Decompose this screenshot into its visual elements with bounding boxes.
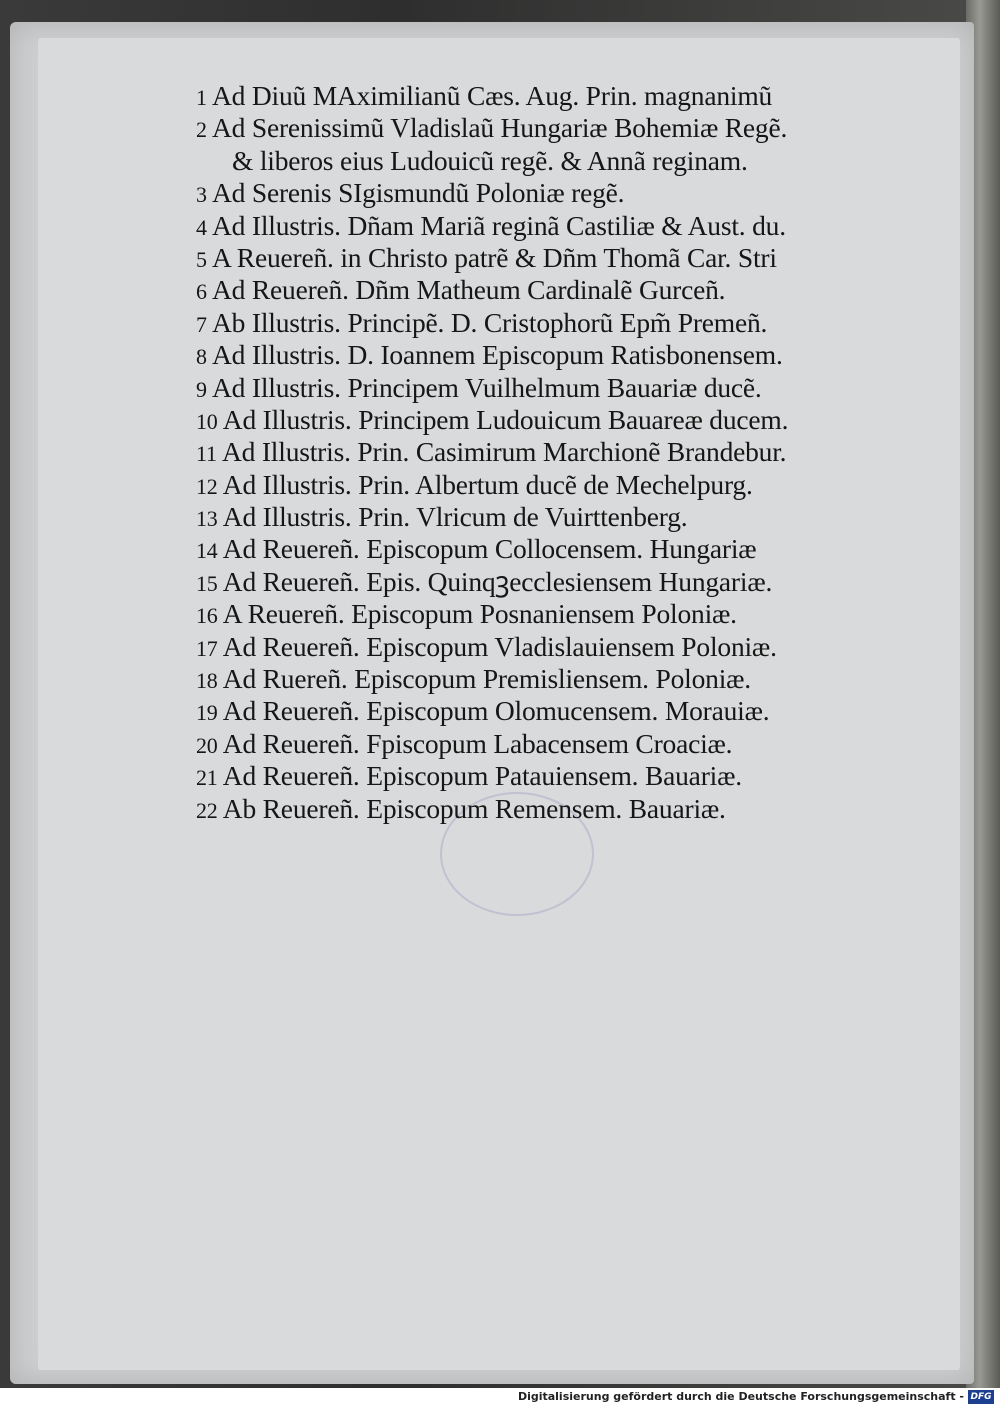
item-text: Ad Reuereñ. Episcopum Collocensem. Hungariæ	[222, 533, 757, 565]
item-text: Ad Reuereñ. Dñm Matheum Cardinalẽ Gurceñ.	[211, 274, 726, 306]
list-item	[196, 469, 896, 501]
item-text: Ad Diuũ MAximilianũ Cæs. Aug. Prin. magnanimũ	[211, 80, 773, 111]
item-number: 6	[196, 279, 207, 305]
list-item	[196, 436, 896, 468]
item-number: 4	[196, 214, 207, 240]
list-item	[196, 177, 896, 209]
item-number: 7	[196, 311, 207, 337]
list-item	[196, 80, 896, 112]
list-item	[196, 404, 896, 436]
list-item	[196, 372, 896, 404]
list-item	[196, 598, 896, 630]
item-number: 22	[196, 797, 218, 823]
funding-footer	[0, 1388, 1000, 1407]
list-item	[196, 533, 896, 565]
item-text: Ad Serenis SIgismundũ Poloniæ regẽ.	[211, 177, 625, 209]
list-item	[196, 793, 896, 825]
item-text: Ad Reuereñ. Fpiscopum Labacensem Croaciæ.	[222, 727, 733, 759]
funding-text: Digitalisierung gefördert durch die Deutsche Forschungsgemeinschaft -	[517, 1390, 964, 1403]
item-text: A Reuereñ. Episcopum Posnaniensem Poloniæ.	[222, 598, 737, 630]
list-item	[196, 274, 896, 306]
item-text: Ad Ruereñ. Episcopum Premisliensem. Poloniæ.	[222, 663, 751, 695]
list-item	[196, 566, 896, 598]
item-text: Ab Reuereñ. Episcopum Remensem. Bauariæ.	[222, 792, 726, 824]
list-item-continuation	[196, 145, 896, 177]
list-item	[196, 112, 896, 144]
list-item	[196, 728, 896, 760]
item-number: 9	[196, 376, 207, 402]
item-number: 5	[196, 246, 207, 272]
item-text: Ad Reuereñ. Epis. Quinqꝫecclesiensem Hungariæ.	[222, 565, 773, 597]
item-number: 15	[196, 570, 218, 596]
item-number: 21	[196, 765, 218, 791]
item-text: Ad Serenissimũ Vladislaũ Hungariæ Bohemiæ Regẽ.	[211, 112, 788, 144]
item-text: Ad Reuereñ. Episcopum Vladislauiensem Poloniæ.	[222, 630, 777, 662]
list-item	[196, 695, 896, 727]
item-text: Ad Illustris. Prin. Casimirum Marchionẽ Brandebur.	[221, 436, 787, 468]
item-text: Ad Reuereñ. Episcopum Olomucensem. Morauiæ.	[222, 695, 770, 727]
item-number: 18	[196, 668, 218, 694]
item-number: 19	[196, 700, 218, 726]
item-text: Ad Illustris. Prin. Vlricum de Vuirttenberg.	[222, 501, 688, 533]
list-item	[196, 210, 896, 242]
item-number: 12	[196, 473, 218, 499]
item-number: 14	[196, 538, 218, 564]
item-text: Ad Illustris. Prin. Albertum ducẽ de Mechelpurg.	[222, 468, 753, 500]
dfg-logo: DFG	[968, 1390, 994, 1404]
item-number: 2	[196, 117, 207, 143]
item-number: 8	[196, 344, 207, 370]
item-number: 10	[196, 408, 218, 434]
item-number: 11	[196, 441, 217, 467]
list-item	[196, 631, 896, 663]
item-text: Ad Illustris. Principem Vuilhelmum Bauariæ ducẽ.	[211, 371, 762, 403]
list-item	[196, 663, 896, 695]
item-text: Ad Illustris. D. Ioannem Episcopum Ratisbonensem.	[211, 339, 783, 371]
item-number: 16	[196, 603, 218, 629]
list-item	[196, 501, 896, 533]
dedication-list	[196, 80, 896, 825]
item-number: 17	[196, 635, 218, 661]
list-item	[196, 307, 896, 339]
item-text: Ad Illustris. Dñam Mariã reginã Castiliæ & Aust. du.	[211, 209, 786, 241]
item-text: Ad Reuereñ. Episcopum Patauiensem. Bauariæ.	[222, 760, 742, 792]
item-text: Ad Illustris. Principem Ludouicum Bauareæ ducem.	[222, 403, 789, 435]
list-item	[196, 242, 896, 274]
list-item	[196, 760, 896, 792]
item-number: 3	[196, 182, 207, 208]
list-item	[196, 339, 896, 371]
item-text: Ab Illustris. Principẽ. D. Cristophorũ Epm̃ Premeñ.	[211, 306, 768, 338]
item-number: 1	[196, 85, 207, 110]
item-number: 13	[196, 506, 218, 532]
item-text: A Reuereñ. in Christo patrẽ & Dñm Thomã Car. Stri	[211, 241, 777, 273]
item-text: & liberos eius Ludouicũ regẽ. & Annã reginam.	[232, 144, 748, 176]
item-number: 20	[196, 732, 218, 758]
